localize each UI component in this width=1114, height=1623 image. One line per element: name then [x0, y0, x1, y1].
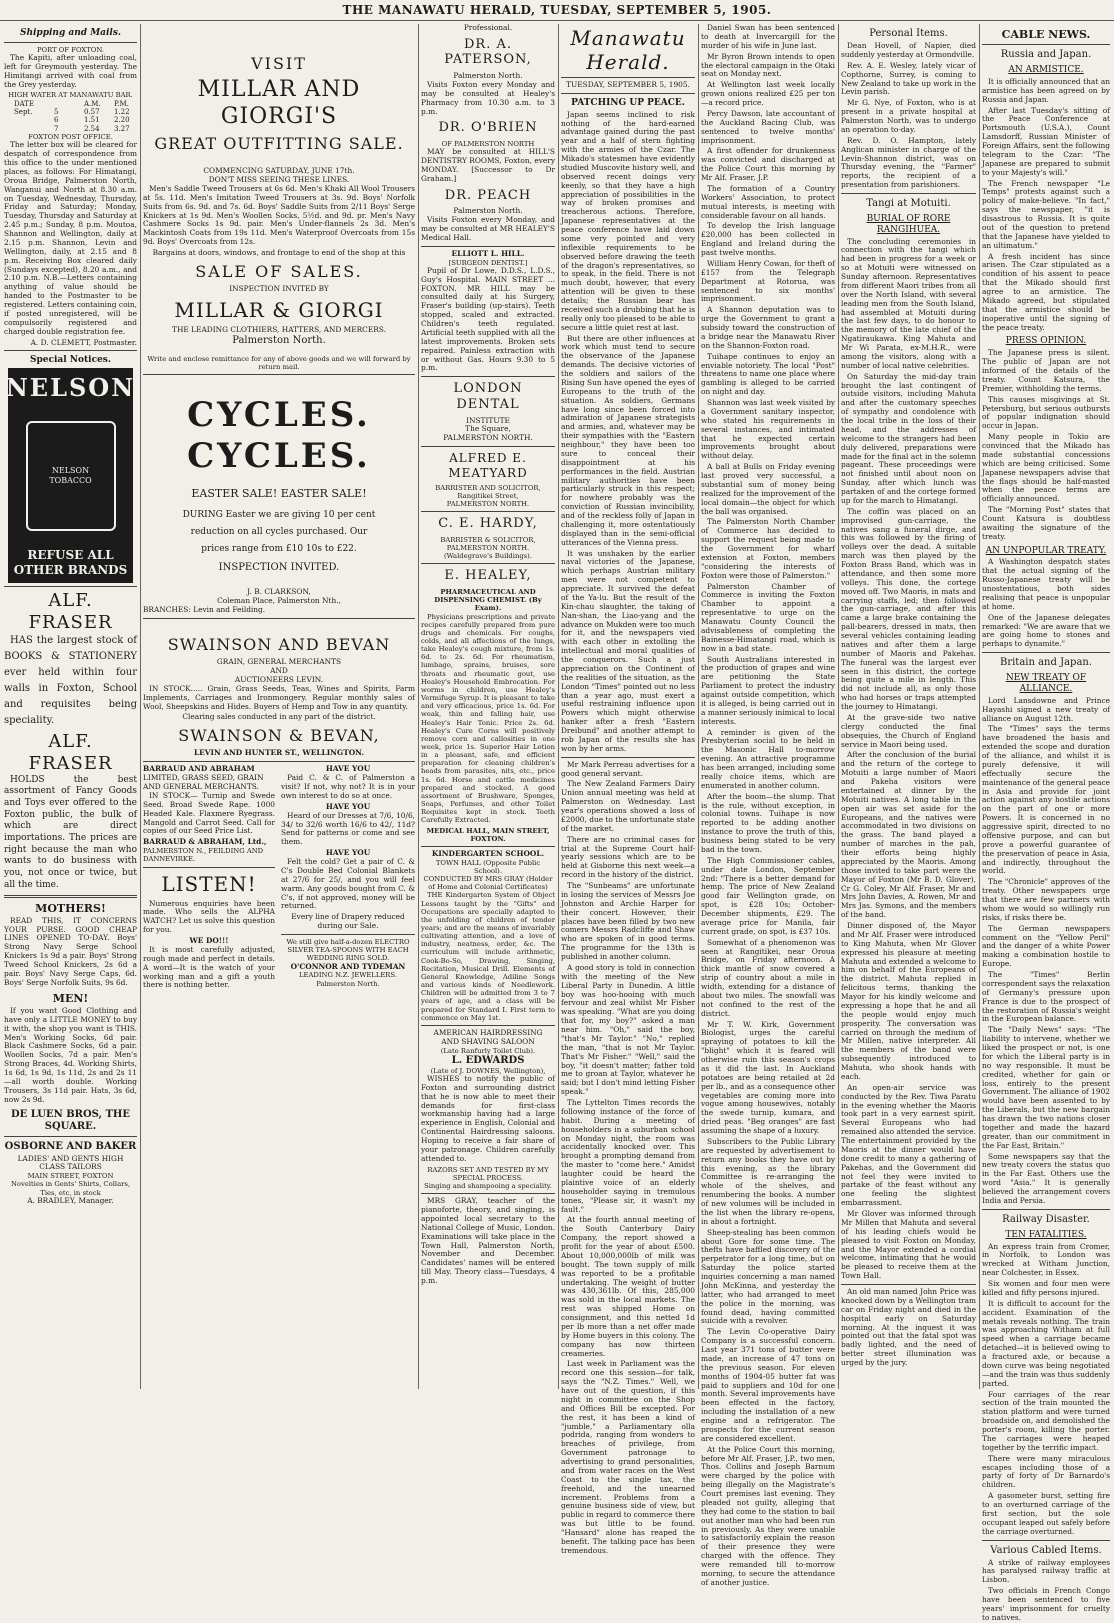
millar-title: MILLAR AND GIORGI'S: [197, 77, 361, 129]
medical-hall: MEDICAL HALL, MAIN STREET, FOXTON.: [426, 826, 550, 843]
square: The Square,: [465, 424, 511, 434]
hardy-bld: (Waldegrave's Buildings).: [444, 552, 532, 561]
swainson-stock: IN STOCK..... Grain, Grass Seeds, Teas, Wines and Spirits, Farm Implements, Carriages and Ironmongery. Regular monthly sales of Wool, Sheepskins and Hides. Buyers of Hemp and Tow in any quantity.: [143, 683, 415, 711]
barraud-sub: LIMITED, GRASS SEED, GRAIN AND GENERAL MERCHANTS.: [143, 773, 264, 792]
palmerston: Palmerston North.: [232, 334, 326, 346]
news-para: There are no criminal cases for trial at the Supreme Court half-yearly sessions which are to be held at Gisborne this next week—a record in the history of the district.: [561, 834, 695, 880]
have-you: HAVE YOU: [325, 764, 371, 774]
news-para: The High Commissioner cables, under date London, September 2nd: "There is a better demand for hemp. The price of New Zealand good fair Wellington grade, on spot, is £28 10s; October-December shipments, £29. The average price for Manila, fair current grade, on spot, is £37 10s.: [701, 855, 835, 936]
branches: BRANCHES: Levin and Feilding.: [143, 605, 266, 615]
editorial-para: Japan seems inclined to risk nothing of the hard-earned advantage gained during the past year and a half of stern fighting with the armies of the Czar. The Mikado's statesmen have evidently studied Muscovite history well, and observed recent doings very keenly, so that they have a high appreciation of possibilities in the way of broken promises and treacherous actions. Therefore, Japanese representatives at the peace conference have laid down some very pointed and very inflexible requirements to be observed before drawing the teeth of the dragon's representatives, so to speak, in the field. There is not much doubt, however, that every attention will be given to these details; the Russian bear has received such a drubbing that he is really only too pleased to be able to secure a little quiet rest at last.: [561, 109, 695, 332]
hardy-sub: BARRISTER & SOLICITOR,: [440, 535, 536, 544]
cable-para: A Washington despatch states that the actual signing of the Russo-Japanese treaty will be unostentatious, both sides realising that peace is unpopular at home.: [982, 557, 1110, 611]
novelties: Novelties in Gents' Shirts, Collars, Ties, etc, in stock: [10, 1180, 131, 1197]
news-para: Palmerston Chamber of Commerce is inviting the Foxton Chamber to appoint a representative to urge on the Manawatu County Council the advisableness of completing the Bainesse-Himatangi road, which is now in a bad state.: [701, 581, 835, 653]
post-text: The letter box will be cleared for despatch of correspondence from this office to the under mentioned places, as follows: For Himatangi, Oroua Bridge, Palmerston North, Wanganui and North at 8.30 a.m. on Tuesday, Wednesday, Thursday, Friday and Saturday; Monday, Tuesday, Thursday and Saturday at 2.45 p.m.; Sunday, 8 p.m. Moutoa, Shannon and Wellington, daily at 2.15 p.m. Shannon, Levin and Wellington, daily, at 2.15 and 8 p.m. Receiving Box cleared daily (Sundays excepted), 8.20 a.m., and 2.10 p.m. N.B.—Letters containing anything of value should be handed to the Postmaster to be registered. Letters containing coin, if posted unregistered, will be compulsorily registered and charged double registration fee.: [4, 140, 137, 336]
tide-col: DATE: [14, 99, 35, 108]
cable-para: The German newspapers comment on the "Yellow Peril" and the danger of a white Power making a combination hostile to Europe.: [982, 923, 1110, 969]
column-1: [4, 24, 137, 1389]
healey: E. HEALEY,: [444, 568, 532, 584]
drapery: Every line of Drapery reduced during our Sale.: [291, 912, 405, 931]
tide-cell: 1.51: [84, 116, 100, 125]
edwards: L. EDWARDS: [451, 1054, 525, 1066]
cable-para: An express train from Cromer, in Norfolk, to London was wrecked at Witham Junction, near Colchester, in Essex.: [982, 1241, 1110, 1278]
cable-news-heading: CABLE NEWS.: [1001, 28, 1091, 41]
hardy-place: PALMERSTON NORTH.: [446, 544, 530, 553]
dont-miss: DON'T MISS SEEING THESE LINES.: [208, 175, 350, 185]
barraud-stock: IN STOCK— Turnip and Swede Seed. Broad Swede Rape. 1000 Headed Kale. Flaxmere Ryegrass. Mangold and Carrot Seed. Call for copies of our Seed Price List.: [143, 790, 275, 836]
tide-cell: 3.27: [114, 124, 130, 133]
during: DURING Easter we are giving 10 per cent: [182, 509, 376, 520]
news-para: Subscribers to the Public Library are requested by advertisement to return any books they have out by this evening, as the library Committee is re-arranging the whole of the shelves, and renumbering the books. A number of new volumes will be included in the list when the library re-opens, in about a fortnight.: [701, 1136, 835, 1226]
kindergarten: KINDERGARTEN SCHOOL.: [431, 848, 545, 858]
leading-jewellers: LEADING N.Z. JEWELLERS.: [299, 971, 397, 980]
we-do-text: It is most carefully adjusted, rough made and perfect in details. A word—It is the watch of your working man and a gift a youth there is nothing better.: [143, 944, 275, 990]
personal-para: Rev. A. E. Wesley, lately vicar of Copthorne, Surrey, is coming to New Zealand to take up work in the Levin parish.: [841, 60, 976, 97]
news-para: The "Sunbeams" are unfortunate in losing the services of Messrs Joe Johnston and Archie Harper for their concert. However, their places have been filled by two new comers Messrs Radcliffe and Shaw who are spoken of in good terms. The programme for the 13th is published in another column.: [561, 881, 695, 962]
cable-para: The "Times" says the terms have broadened the basis and extended the scope and duration of the alliance, and whilst it is purely defensive, it will effectually secure the maintenance of the general peace in Asia and provide for joint action against any hostile actions on the part of one or more Powers. It is concerned in no aggressive spirit, directed to no offensive purpose, and can but prove a powerful guarantee of the preservation of peace in Asia, and indirectly, throughout the world.: [982, 724, 1110, 876]
cable-para: This causes misgivings at St. Petersburg, but serious outbursts of popular indignation should occur in Japan.: [982, 394, 1110, 431]
hardy: C. E. HARDY,: [438, 516, 538, 532]
cable-para: The "Chronicle" approves of the treaty. Other newspapers urge that there are few partners with whom we would so willingly run risks, if risks there be.: [982, 877, 1110, 922]
tide-cell: 1.22: [114, 108, 130, 116]
news-para: The Lyttelton Times records the following instance of the force of habit. During a meeting of householders in a suburban school on Monday night, the room was accidentally knocked over. This brought a prompting demand from the master to "come here." Amidst laughter could be heard the plaintive voice of an elderly householder saying in tremulous tones, "Please sir, it wasn't my fault.": [561, 1098, 695, 1214]
tide-heading: HIGH WATER AT MANAWATU BAR.: [8, 91, 133, 100]
men-heading: MEN!: [52, 991, 89, 1005]
news-para: Mr Byron Brown intends to open the electoral campaign in the Otaki seat on Monday next.: [701, 51, 835, 79]
elliott-sub: [SURGEON DENTIST.]: [448, 258, 528, 267]
post-heading: FOXTON POST OFFICE.: [28, 133, 113, 142]
swainson-title-2: SWAINSON & BEVAN,: [178, 726, 380, 746]
headline: PATCHING UP PEACE.: [571, 97, 685, 108]
cable-para: Many people in Tokio are convinced that the Mikado has made substantial concessions which are being criticised. Some Japanese newspapers advise that the flags should be half-masted when the peace terms are officially announced.: [982, 432, 1110, 504]
news-para: At Wellington last week locally grown onions realized £25 per ton—a record price.: [701, 80, 835, 107]
cable-para: A gasometer burst, setting fire to an overturned carriage of the first section, but the sole occupant leaped out safely before the carriage overturned.: [982, 1491, 1110, 1536]
cable-para: The Japanese press is silent. The public of Japan are not informed of the details of the treaty. Count Katsura, the Premier, withholding the terms.: [982, 348, 1110, 393]
news-para: A first offender for drunkenness was convicted and discharged at the Police Court this morning by Mr Alf. Fraser, J.P.: [701, 146, 835, 182]
have-text: Paid C. & C. of Palmerston a visit? If not, why not? It is in your own interest to do so at once.: [281, 773, 415, 800]
have-you-2: HAVE YOU: [325, 801, 371, 811]
healey-text: Physicians prescriptions and private recipes carefully prepared from pure drugs and chemicals. For coughs, colds, and all affections of the lungs, take Healey's cough mixture, from 1s. 6d. to 2s. 6d. For rheumatism, lumbago, sprains, bruises, sore throats and rheumatic gout, use Healey's Household Embrocation. For worms in children, use Healey's Vermifuge Syrup. It is pleasant to take and very efficacious, price 1s. 6d. For weak, thin and falling hair, use Healey's Hair Tonic. Price 2s. 6d. Healey's Cure Corns will positively remove corn and callosities in one week, price 1s. Superior Hair Lotion in a pleasant, safe, and efficient preparation for cleaning children's heads from parasites, nits, etc., price 1s. 6d. Horse and cattle medicines prepared and stocked. A good assortment of Brushware, Sponges, Soaps, Perfumes, and other Toilet Requisites kept in stock. Teeth Carefully Extracted.: [421, 612, 555, 825]
commencing: COMMENCING SATURDAY, JUNE 17th.: [203, 166, 355, 176]
alliance-heading: NEW TREATY OF ALLIANCE.: [1005, 673, 1087, 694]
burial-para: After the conclusion of the burial and the return of the cortege to Motuiti a large number of Maori and Pakeha visitors were entertained at dinner by the Motuiti natives. A long table in the open air was set aside for the Europeans, and the natives were accommodated in two divisions on the grass. The band played a number of marches in the pah, their efforts being highly appreciated by the Maoris. Among those invited to take part were the Mayor of Foxton (Mr B. D. Glover), Cr G. Coley, Mr Alf. Fraser, Mr and Mrs John Davies, A. Rowen, Mr and Mrs Jas. Symons, and the members of the band.: [841, 750, 976, 920]
news-para: The formation of a Country Workers' Association, to protect mutual interests, is meeting with considerable favour on all hands.: [701, 183, 835, 220]
bargains: Bargains at doors, windows, and frontage to end of the shop at this: [152, 248, 406, 258]
news-para: After the boom—the slump. That is the rule, without exception, in colonial towns. Tuihape is now reported to be adding another instance to prove the truth of this, business being stated to be very bad in the town.: [701, 791, 835, 854]
tide-cell: 5: [54, 108, 59, 116]
tide-cell: 2.54: [84, 124, 100, 133]
reduction: reduction on all cycles purchased. Our: [190, 526, 368, 537]
prices: prices range from £10 10s to £22.: [201, 543, 357, 554]
news-para: The New Zealand Farmers Dairy Union annual meeting was held at Palmerston on Wednesday. Last year's operations showed a loss of £2000, due to the unfortunate state of the market.: [561, 779, 695, 833]
burial-para: Dinner disposed of, the Mayor and Mr Alf. Fraser were introduced to King Mahuta, when Mr Glover expressed his pleasure at meeting Mahuta and extended a welcome to him on behalf of the Europeans of the district. Mahuta replied in felicitous terms, thanking the Mayor for his kindly welcome and expressing a hope that he and all the people would enjoy much prosperity. The conversation was carried on through the medium of Mr Millen, native interpreter. All the members of the band were subsequently introduced to Mahuta, who shook hands with each.: [841, 921, 976, 1081]
remit: Write and enclose remittance for any of above goods and we will forward by return mail.: [147, 354, 411, 371]
london-dental: LONDON DENTAL: [453, 381, 523, 412]
column-rule: [418, 24, 419, 1389]
deluen: DE LUEN BROS, THE SQUARE.: [10, 1108, 131, 1132]
dr-peach: DR. PEACH: [444, 187, 532, 203]
barraud-addr: PALMERSTON N., FEILDING AND DANNEVIRKE.: [143, 847, 264, 864]
cable-para: The French newspaper "Le Temps" protests against such a policy of make-believe. "In fact," says the newspaper, "it is disastrous to Russia. It is quite out of the question to pretend that the Japanese have yielded to an ultimatum.": [982, 178, 1110, 250]
armistice-heading: AN ARMISTICE.: [1008, 65, 1084, 76]
cable-para: Lord Lansdowne and Prince Hayashi signed a new treaty of alliance on August 12th.: [982, 695, 1110, 723]
tide-col: [54, 100, 84, 108]
sale-of-sales: SALE OF SALES.: [195, 261, 363, 281]
cable-para: Two officials in French Congo have been sentenced to five years' imprisonment for cruelty to natives.: [982, 1586, 1110, 1622]
meatyard-pn: PALMERSTON NORTH.: [446, 500, 530, 509]
osborne-sub: LADIES' AND GENTS HIGH CLASS TAILORS: [17, 1153, 124, 1172]
fraser-text-2: HOLDS the best assortment of Fancy Goods and Toys ever offered to the Foxton public, the bulk of which are direct importations. The prices are right because the man who wants to do business with you, not once or twice, but all the time.: [4, 774, 137, 890]
cable-para: After last Tuesday's sitting of the Peace Conference at Portsmouth (U.S.A.), Count Lamsdorff, Russian Minister of Foreign Affairs, sent the following telegram to the Czar: "The Japanese are prepared to submit to your Majesty's will.": [982, 105, 1110, 177]
column-rule: [838, 24, 839, 1389]
burial-para: An open-air service was conducted by the Rev. Tiwa Paratu in the evening whether the Maoris took part in a very earnest spirit. Several Europeans who had remained also attended the service. The entertainment provided by the Maoris at the dinner would have done credit to many a gathering of Pakehas, and the Government did not feel they were invited to partake of the feast without any one feeling the slightest embarrassment.: [841, 1082, 976, 1208]
news-para: Mr T. W. Kirk, Government Biologist, urges the careful spraying of potatoes to kill the "blight" which it is feared will otherwise ruin this season's crops as it did the last. In Auckland potatoes are being retailed at 2d per lb., and as a consequence other vegetables are coming more into vogue among housewives, notably the swede turnip, kumara, and dried peas. "Beg oranges" are fast assuming the shape of a luxury.: [701, 1019, 835, 1135]
russia-japan-heading: Russia and Japan.: [1000, 49, 1092, 61]
tide-cell: 6: [54, 116, 59, 125]
personal-para: Rev. D. O. Hampton, lately Anglican minister in charge of the Levin-Shannon district, was on Thursday evening, the "Farmer" reports, the recipient of a presentation from parishioners.: [841, 135, 976, 190]
press-heading: PRESS OPINION.: [1005, 336, 1087, 347]
tide-cell: [14, 125, 54, 133]
tide-cell: Sept.: [14, 108, 33, 116]
meatyard-sub: BARRISTER AND SOLICITOR,: [435, 483, 541, 492]
nelson-tobacco-ad: [5, 368, 136, 583]
osborne-addr: MAIN STREET, FOXTON: [27, 1172, 114, 1181]
burial-para: At the grave-side two native clergy conducted the final obsequies, the Church of England service in Maori being used.: [841, 712, 976, 749]
men-text: If you want Good Clothing and have only a LITTLE MONEY to buy it with, the shop you want is THIS. Men's Working Socks, 6d pair. Black Cashmere Socks, 6d a pair. Woollen Socks, 7d a pair. Men's Strong Braces, 4d. Working Shirts, 1s 6d, 1s 9d, 1s 11d, 2s and 2s 11—all worth double. Working Trousers, 3s 11d pair. Hats, 3s 6d, now 2s 9d.: [4, 1005, 137, 1104]
column-6: [841, 24, 976, 1389]
dr-paterson-place: Palmerston North.: [453, 71, 523, 81]
personal-heading: Personal Items.: [869, 28, 948, 39]
american: AMERICAN HAIRDRESSING: [433, 1027, 543, 1037]
cable-para: It is difficult to account for the accident. Examination of the metals reveals nothing. The train was approaching Witham at full speed when a carriage became detached—it is believed owing to a fractured axle, or because a down curve was being negotiated—and the train was thus suddenly parted.: [982, 1298, 1110, 1388]
tide-cell: 7: [54, 124, 59, 133]
dr-paterson: DR. A. PATERSON,: [444, 36, 532, 68]
editorial-para: It was unshaken by the earlier naval victories of the Japanese, which perhaps Austrian military men were not competent to appreciate. It survived the defeat of the Ya-lu. But the result of the Kin-chau slaughter, the taking of Nan-shan, the Liao-yang and the advance on Mukden were too much for it, and the newspapers vied with each other in extolling the intellectual and moral qualities of the conquerors. Such a just appreciation on the Continent of the realities of the situation, as the London "Times" pointed out no less than a year ago, must exert a useful restraining influence upon Powers which might otherwise hanker after a fresh "Eastern Dreibund" and another attempt to rob Japan of the results she has won by her arms.: [561, 548, 695, 753]
late: (Late Ranfurly Toilet Club).: [440, 1046, 536, 1055]
column-7: [982, 24, 1110, 1622]
burial-para: On Saturday the mid-day train brought the last contingent of outside visitors, including Mahuta and after the customary speeches of sympathy and condolence with the local tribe in the loss of their head, and the addresses of welcome to the strangers had been duly delivered, preparations were made for the final act in the solemn pageant. These proceedings were not finished until about noon on Sunday, after which lunch was partaken of and the cortege formed up for the march to Himatangi.: [841, 371, 976, 505]
dr-obrien: DR. O'BRIEN: [438, 120, 538, 136]
leading: THE LEADING CLOTHIERS, HATTERS, AND MERCERS.: [172, 324, 386, 334]
mothers-heading: MOTHERS!: [35, 901, 106, 915]
cable-para: Six women and four men were killed and fifty persons injured.: [982, 1279, 1110, 1297]
meatyard-place: Rangitikei Street,: [457, 492, 519, 501]
dr-peach-place: Palmerston North.: [453, 206, 523, 216]
postmaster: A. D. CLEMETT, Postmaster.: [30, 337, 137, 347]
auctioneers: AUCTIONEERS LEVIN.: [234, 674, 324, 684]
inspection-2: INSPECTION INVITED.: [218, 562, 340, 574]
have-text-2: Heard of our Dresses at 7/6, 10/6, 34/ to 32/6 worth 16/6 to 42/, 11d? Send for patterns or come and see them.: [281, 810, 415, 847]
shipping-heading: Shipping and Mails.: [19, 28, 122, 38]
nameplate: Manawatu Herald.: [570, 26, 686, 74]
tide-cell: 2.20: [114, 116, 130, 125]
inspection: INSPECTION INVITED BY: [229, 284, 329, 294]
cable-para: Some newspapers say that the new treaty covers the status quo in the Far East. Others use the word "Asia." It is generally believed the arrangement covers India and Persia.: [982, 1151, 1110, 1205]
we-do: WE DO!!!: [189, 936, 229, 946]
column-5: [701, 23, 835, 1587]
osborne: OSBORNE AND BAKER: [4, 1140, 137, 1152]
edwards-text: WISHES to notify the public of Foxton and surrounding district that he is now able to meet their demands for first-class workmanship having had a large experience in English, Colonial and Continental Hairdressing saloons. Hoping to receive a fair share of your patronage. Children carefully attended to.: [421, 1073, 555, 1163]
barraud: BARRAUD AND ABRAHAM: [143, 764, 255, 774]
nelson-slogan: REFUSE ALL OTHER BRANDS: [13, 548, 128, 577]
visit-heading: VISIT: [251, 54, 307, 73]
oldman-para: An old man named John Price was knocked down by a Wellington tram car on Friday night and died in the hospital early on Saturday morning. At the inquest it was pointed out that the fatal spot was badly lighted, and the need of better street illumination was urged by the jury.: [841, 1287, 976, 1368]
mothers-text: READ THIS, IT CONCERNS YOUR PURSE. GOOD CHEAP LINES OPENED TO-DAY. Boys' Strong Navy Serge School Knickers 1s 9d a pair. Boys' Strong Tweed School Knickers, 2s 6d a pair. Boys' Navy Serge Caps, 6d. Boys' Serge Norfolk Suits, 9s 6d.: [4, 915, 137, 987]
singing: Singing and shampooing a speciality.: [424, 1182, 552, 1190]
cable-para: The "Daily News" says: "The liability to intervene, whether we liked the prospect or not, is one for which the Liberal party is in no way responsible. It must be credited, whether for gain or loss, entirely to the present Government. The alliance of 1902 would have been assented to by the Liberals, but the new bargain has drawn the two nations closer together and made the hazard greater, than our commitment in the Far East, Britain.": [982, 1025, 1110, 1150]
column-2: [143, 24, 415, 1389]
news-para: At the Police Court this morning, before Mr Alf. Fraser, J.P., two men, Thos. Collins and Joseph Barnum were charged by the police with being illegally on the Magistrate's Court premises last evening. They pleaded not guilty, alleging that they had come to the station to bail out another man who had been run in previously. As they were unable to satisfactorily explain the reason of their presence they were charged with the offence. They were remanded till to-morrow morning, to secure the attendance of another justice.: [701, 1444, 835, 1587]
oconnor: O'CONNOR AND TYDEMAN: [290, 961, 406, 971]
news-para: Sheep-stealing has been common about Gore for some time. The thefts have baffled discovery of the perpetrator for a long time, but on Saturday the police started inquiries concerning a man named John McKinna, and yesterday the latter, who had arranged to meet the police in the morning, was found dead, having committed suicide with a revolver.: [701, 1227, 835, 1326]
column-rule: [558, 24, 559, 1389]
silver: We still give half-a-dozen ELECTRO SILVER TEA-SPOONS WITH EACH WEDDING RING SOLD.: [286, 938, 410, 963]
column-rule: [140, 24, 141, 1389]
pn: PALMERSTON NORTH.: [443, 433, 533, 443]
and-shaving: AND SHAVING SALOON: [441, 1036, 535, 1046]
news-para: Tuihape continues to enjoy an enviable notoriety. The local "Post" threatens to name one place where gambling is alleged to be carried on night and day.: [701, 351, 835, 397]
cable-para: It is officially announced that an armistice has been agreed on by Russia and Japan.: [982, 76, 1110, 104]
sale-title: GREAT OUTFITTING SALE.: [154, 133, 404, 153]
news-para: Shannon was last week visited by a Government sanitary inspector, who stated his requirements in several instances, and intimated that he expected certain improvements brought about without delay.: [701, 398, 835, 461]
tangi-heading: Tangi at Motuiti.: [866, 198, 951, 209]
bradley: A. BRADLEY, Manager.: [27, 1195, 114, 1205]
editorial-para: But there are other influences at work which must tend to secure the observance of the Japanese demands. The decisive victories of the soldiers and sailors of the Rising Sun have opened the eyes of Europeans to the truth of the situation. As soldiers, Germans have long since been forced into admiration of Japanese strategists and armies, and, whatever may be their sympathies with the "Eastern neighbour," they have been too sure to conceal their disappointment at his performances in the field. Austrian military authorities have been particularly struck in this respect; for nowhere probably was the conviction of Russian invincibility, and of the reckless folly of Japan in challenging it, more ostentatiously displayed than in the semi-official utterances of the Vienna press.: [561, 333, 695, 547]
dr-obrien-text: MAY be consulted at HILL'S DENTISTRY ROOMS, Foxton, every MONDAY. [Successor to Dr Graham.]: [421, 147, 555, 183]
have-you-3: HAVE YOU: [325, 848, 371, 858]
news-para: To develop the Irish language £20,000 has been collected in England and Ireland during the past twelve months.: [701, 221, 835, 257]
professional-heading: Professional.: [463, 23, 513, 32]
elliott-text: Pupil of Dr Lowe, D.D.S., L.D.S., Guy's Hospital. MAIN STREET ... FOXTON. MR HILL may be consulted daily at his Surgery, Fraser's building (up-stairs). Teeth stopped, scaled and extracted. Children's teeth regulated. Artificial teeth supplied with all the latest improvements. Broken sets repaired. Painless extraction with or without Gas. Hours 9.30 to 5 p.m.: [421, 265, 555, 373]
tide-cell: 0.57: [84, 108, 100, 116]
sale-lines: Men's Saddle Tweed Trousers at 6s 6d. Men's Khaki All Wool Trousers at 5s. 11d. Men's Imitation Tweed Trousers at 3s. 9d. Boys' Norfolk Suits from 6s. 9d. and 7s. 6d. Boys' Saddle Suits from 2/11 Boys' Serge Knickers at 1s 9d. Men's Woollen Socks, 5½d. and 9d. pr. Men's Navy Cashmere Socks 1s 9d. pair. Men's Under-flannels 2s 3d. Men's Mackintosh Coats from 19s 11d. Men's Waterproof Overcoats from 15s 9d. Boys' Overcoats from 12s.: [143, 183, 415, 247]
kinder-place: TOWN HALL (Opposite Public School).: [435, 858, 541, 875]
tide-col: A.M.: [84, 99, 101, 108]
fraser-name: ALF. FRASER: [28, 590, 113, 633]
tide-table: [14, 100, 137, 134]
dr-obrien-place: OF PALMERSTON NORTH: [441, 140, 535, 149]
easter: EASTER SALE! EASTER SALE!: [191, 486, 367, 500]
news-para: William Henry Cowan, for theft of £157 from the Telegraph Department at Rotorua, was sentenced to six months' imprisonment.: [701, 258, 835, 304]
and: AND: [270, 666, 288, 676]
nelson-title: NELSON: [5, 373, 136, 403]
news-para: Last week in Parliament was the record one this session—for talk, says the "N.Z. Times." Well, we have out of the question, if this night in committee on the Shop and Offices Bill be excepted. For the rest, it has been a kind of "jumble," a Parliamentary olla podrida, ranging from wonders to breaches of privilege, from Government patronage to advertising to grand personalities, and from water races on the West Coast to the single tax, the freehold, and the unearned increment. Problems from a genuine business side of view, but public in regard to commerce there was but little to be found. "Hansard" alone has reaped the benefit. The talking pace has been tremendous.: [561, 1359, 695, 1555]
dateline: TUESDAY, SEPTEMBER 5, 1905.: [566, 80, 690, 89]
news-para: Somewhat of a phenomenon was seen at Rangitikei, near Oroua Bridge, on Friday afternoon. A thick mantle of snow covered a strip of country about a mile in width, extending for a distance of about two miles. The snowfall was not confined to the rest of the district.: [701, 937, 835, 1018]
grain: GRAIN, GENERAL MERCHANTS: [216, 657, 342, 667]
britain-heading: Britain and Japan.: [999, 657, 1093, 669]
kinder-text: THE Kindergarten System of Object Lessons taught by the "Gifts" and Occupations are specially adapted to the unfolding of children of tender years; and are the means of invariably cultivating attention, and a love of industry, neatness, order, &c. The curriculum will include arithmetic, Cook-Bo-So, Drawing, Singing, Recitation, Musical Drill. Elements of General Knowledge, Adiline Songs and various kinds of Needlework. Children will be admitted from 3 to 7 years of age, and a class will be prepared for Standard I. First term to commence on May 1st.: [421, 891, 555, 1022]
nelson-package: NELSON TOBACCO: [26, 421, 116, 531]
news-para: The Levin Co-operative Dairy Company is a successful concern. Last year 371 tons of butter were made, an increase of 47 tons on the previous season. For eleven months of 1904-05 butter fat was paid to suppliers and 10d for one month. Several improvements have been effected in the factory, including the installation of a new engine and a refrigerator. The prospects for the current season are considered excellent.: [701, 1327, 835, 1443]
burial-heading: BURIAL OF RORE RANGIHUEA.: [866, 214, 951, 235]
millar-giorgi: MILLAR & GIORGI: [174, 297, 384, 322]
personal-para: Mr G. Nye, of Foxton, who is at present in a private hospital at Palmerston North, was to undergo an operation to-day.: [841, 98, 976, 134]
cable-para: The "Times" Berlin correspondent says the relaxation of Germany's pressure upon France is due to the prospect of the restoration of Russia's weight in the European balance.: [982, 970, 1110, 1024]
tide-cell: [14, 116, 54, 124]
swainson-title: SWAINSON AND BEVAN: [167, 634, 391, 654]
have-text-3: Felt the cold? Get a pair of C. & C's Double Bed Colonial Blankets at 27/6 for 25/, and you will feel warm. Any goods bought from C. & C's, if not approved, money will be returned.: [281, 857, 415, 911]
clarkson-addr: Coleman Place, Palmerston Nth.,: [217, 596, 341, 606]
fraser-name-2: ALF. FRASER: [28, 731, 113, 775]
listen-text: Numerous enquiries have been made. Who sells the ALPHA WATCH? Let us solve this question for you.: [143, 898, 275, 935]
elliott: ELLIOTT L. HILL.: [451, 248, 525, 258]
clarkson: J. B. CLARKSON,: [247, 587, 311, 597]
kinder-by: CONDUCTED BY MRS GRAY (Holder of Home and Colonial Certificates): [423, 875, 553, 892]
various-heading: Various Cabled Items.: [990, 1544, 1102, 1556]
personal-para: Dean Hovell, of Napier, died suddenly yesterday at Ormondville.: [841, 41, 976, 59]
news-para: A good story is told in connection with the meeting of the New Liberal Party in Dunedin. A little boy was hoo-hooing with much fervour and zeal whilst Mr Fisher was speaking. "What are you doing that for, my boy?" asked a man near him. "Oh," said the boy, "that's Mr Taylor." "No," replied the man, "that is not Mr Taylor. That's Mr Fisher." "Well," said the boy, "it doesn't matter; father told me to groan at Taylor, whatever he said; but I don't mind letting Fisher speak.": [561, 962, 695, 1097]
barraud-2: BARRAUD & ABRAHAM, Ltd.,: [143, 837, 267, 847]
news-para: A Shannon deputation was to urge the Government to grant a subsidy toward the construction of a bridge near the Manawatu River on the Shannon-Foxton road.: [701, 305, 835, 350]
institute: INSTITUTE: [466, 415, 510, 425]
unpopular-heading: AN UNPOPULAR TREATY.: [985, 545, 1107, 556]
news-para: A ball at Bulls on Friday evening last proved very successful, a substantial sum of money being realized for the improvement of the local domain—the object for which the ball was organised.: [701, 462, 835, 516]
fatal-heading: TEN FATALITIES.: [1005, 1229, 1087, 1240]
cable-para: Four carriages of the rear section of the train mounted the station platform and were turned broadside on, and demolished the porter's room, killing the porter. The carriages were heaped together by the terrific impact.: [982, 1389, 1110, 1452]
news-para: At the fourth annual meeting of the South Canterbury Dairy Company, the report showed a profit for the year of about £500. About 10,000,000lb of milk was bought. The town supply of milk was reported to be a profitable undertaking. The weight of butter was 430,361lb. Of this, 285,000 was sold in the local markets. The rest was shipped Home on consignment, and this netted 1d per lb more than a net offer made by Home buyers in this colony. The company has now thirteen creameries.: [561, 1215, 695, 1358]
razors: RAZORS SET AND TESTED BY MY SPECIAL PROCESS.: [427, 1165, 549, 1182]
gray-text: MRS GRAY, teacher of the pianoforte, theory, and singing, is appointed local secretary to the National College of Music, London. Examinations will take place in the Town Hall, Palmerston North, November and December. Candidates' names will be entered till May. Theory class—Tuesdays, 4 p.m.: [421, 1196, 555, 1286]
burial-para: The coffin was placed on an improvised gun-carriage, the natives sang a funeral dirge, and this was followed by the firing of volleys over the dead. A suitable march was then played by the Foxton Brass Band, which was in attendance, and then some more volleys. This done, the cortege moved off. Two Maoris, in mats and carrying staffs, led; then followed the gun-carriage, and after this came a large brake containing the pall-bearers, dressed in mats, then several vehicles containing leading natives and after them a large number of Maoris and Pakehas. The funeral was the largest ever seen in this district, the cortege being quite a mile in length. This did not include all, as only those who had horses or traps attempted the journey to Himatangi.: [841, 506, 976, 712]
listen: LISTEN!: [161, 871, 257, 896]
meatyard: ALFRED E. MEATYARD: [448, 451, 528, 480]
dr-peach-text: Visits Foxton every Monday, and may be consulted at MR HEALEY'S Medical Hall.: [421, 215, 555, 242]
column-3: [421, 24, 555, 1389]
news-para: A reminder is given of the Presbyterian social to be held in the Masonic Hall to-morrow evening. An attractive programme has been arranged, including some really choice items, which are enumerated in another column.: [701, 727, 835, 790]
railway-heading: Railway Disaster.: [1002, 1213, 1090, 1225]
fraser-text: HAS the largest stock of BOOKS & STATIONERY ever held within four walls in Foxton, School and requisites being speciality.: [4, 635, 137, 727]
healey-sub: PHARMACEUTICAL AND DISPENSING CHEMIST. (By Exam).: [434, 588, 542, 613]
news-para: The Palmerston North Chamber of Commerce has decided to support the request being made to the Government for wharf extension at Foxton, members "considering the interests of Foxton were those of Palmerston.": [701, 517, 835, 580]
column-rule: [698, 24, 699, 1389]
clearing: Clearing sales conducted in any part of the district.: [182, 712, 376, 722]
levin-st: LEVIN AND HUNTER ST., WELLINGTON.: [193, 748, 365, 758]
special-notices-heading: Special Notices.: [29, 355, 111, 366]
port-text: The Kapiti, after unloading coal, left for Greymouth yesterday. The Himitangi arrived with coal from the Grey yesterday.: [4, 52, 137, 89]
edwards-sub: (Late of J. DOWNES, Wellington),: [430, 1066, 546, 1075]
dr-paterson-text: Visits Foxton every Monday and may be consulted at Healey's Pharmacy from 10.30 a.m. to 3 p.m.: [421, 79, 555, 116]
tide-col: P.M.: [114, 99, 129, 108]
cycles-heading: CYCLES. CYCLES.: [187, 395, 371, 476]
news-para: Daniel Swan has been sentenced to death at Invercargill for the murder of his wife in June last.: [701, 23, 835, 50]
cable-para: A fresh incident has since arisen. The Czar stipulated as a condition of his assent to peace that the Mikado should first agree to an armistice. The Mikado agreed, but stipulated that the armistice should be inoperative until the signing of the peace treaty.: [982, 251, 1110, 332]
news-para: Mr Mark Perreau advertises for a good general servant.: [561, 759, 695, 778]
column-rule: [979, 24, 980, 1389]
burial-para: Mr Glover was informed through Mr Millen that Mahuta and several of his leading chiefs would be pleased to visit Foxton on Monday, and the Mayor extended a cordial welcome, intimating that he would be pleased to receive them at the Town Hall.: [841, 1209, 976, 1281]
burial-para: The concluding ceremonies in connection with the tangi which had been in progress for a week or so at Motuiti were witnessed on Sunday afternoon. Representatives from different Maori tribes from all over the North Island, with several leading men from the South Island, had assembled at Motuiti during the last few days, to do honour to the memory of the late chief of the Ngatiraukawa. King Mahuta and Mr Wi Parata, ex-M.H.R., were among the visitors, along with a number of local native celebrities.: [841, 236, 976, 370]
cable-para: A strike of railway employees has paralysed railway traffic at Lisbon.: [982, 1557, 1110, 1585]
cable-para: The "Morning Post" states that Count Katsura is doubtless awaiting the signature of the treaty.: [982, 505, 1110, 541]
cable-para: One of the Japanese delegates remarked: "We are aware that we are going home to stones and perhaps to dynamite.": [982, 612, 1110, 649]
column-4: [561, 24, 695, 1555]
masthead: THE MANAWATU HERALD, TUESDAY, SEPTEMBER 5, 1905.: [0, 0, 1114, 21]
port-heading: PORT OF FOXTON.: [36, 45, 105, 54]
news-para: Percy Dawson, late accountant of the Auckland Racing Club, was sentenced to twelve months' imprisonment.: [701, 108, 835, 145]
cable-para: There were many miraculous escapes including those of a party of forty of Dr Barnardo's children.: [982, 1453, 1110, 1490]
news-para: South Australians interested in the production of grapes and wine are petitioning the State Parliament to protect the industry against outside competition, which it is alleged, is being carried out in a manner seriously inimical to local interests.: [701, 654, 835, 726]
palmerston-n: Palmerston North.: [316, 979, 380, 988]
